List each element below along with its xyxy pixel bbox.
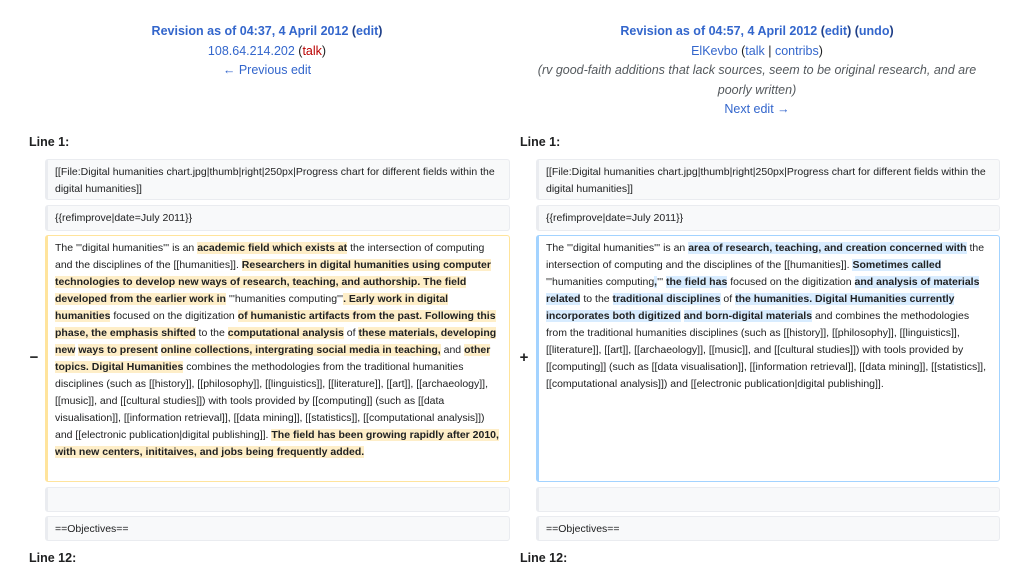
old-revision-user: 108.64.214.202 (talk)	[207, 43, 327, 58]
removed-segment-highlight: . Early work in digital humanities	[55, 293, 449, 322]
added-segment-text: '''	[657, 276, 667, 288]
undo-link[interactable]: undo	[858, 24, 890, 38]
removed-segment-highlight: other topics. Digital Humanities	[55, 344, 491, 373]
old-context-objectives: ==Objectives==	[45, 516, 510, 541]
new-edit-link[interactable]: edit	[824, 24, 848, 38]
old-revision-header	[37, 22, 497, 81]
removed-segment-highlight: ways to present	[78, 344, 158, 356]
next-edit-link[interactable]: Next edit →	[724, 102, 790, 116]
added-segment-highlight: and analysis of materials related	[546, 276, 980, 305]
added-paragraph	[536, 235, 1000, 482]
added-segment-text: to the	[580, 293, 613, 305]
old-context-refimprove: {{refimprove|date=July 2011}}	[45, 205, 510, 231]
added-segment-highlight: ,	[654, 276, 658, 288]
old-talk-link[interactable]: talk	[302, 43, 322, 58]
added-segment-text: the intersection of computing and the disciplines of the [[humanities]].	[546, 242, 985, 271]
removed-segment-text: the intersection of computing and the disciplines of the [[humanities]].	[55, 242, 485, 271]
removed-segment-highlight: Researchers in digital humanities using computer technologies to develop new ways of research, teaching, and authorship. The field developed from the earlier work in	[55, 259, 491, 305]
removed-segment-highlight: of humanistic artifacts from the past. Following this phase, the emphasis shifted	[55, 310, 496, 339]
added-marker: +	[519, 349, 529, 366]
added-segment-text: The '''digital humanities''' is an	[546, 242, 689, 254]
old-line-label-start: Line 1:	[29, 135, 70, 149]
old-revision-link[interactable]: Revision as of 04:37, 4 April 2012	[151, 24, 349, 38]
removed-segment-text: and	[440, 344, 465, 356]
old-edit-link[interactable]: edit	[356, 24, 379, 38]
removed-segment-highlight: these materials, developing	[358, 327, 497, 339]
new-revision-title: Revision as of 04:57, 4 April 2012 (edit) (undo)	[620, 24, 894, 38]
contribs-link[interactable]: contribs	[774, 43, 819, 58]
new-context-file-line: [[File:Digital humanities chart.jpg|thumb|right|250px|Progress chart for different fields within the digital humanities]]	[536, 159, 1000, 200]
old-context-empty-line	[45, 487, 510, 512]
old-context-file-line: [[File:Digital humanities chart.jpg|thumb|right|250px|Progress chart for different fields within the digital humanities]]	[45, 159, 510, 200]
removed-segment-highlight: The field has been growing rapidly after 2010, with new centers, inititaives, and jobs being frequently added.	[55, 429, 499, 458]
removed-segment-text: focused on the digitization	[110, 310, 238, 322]
added-segment-highlight: Sometimes called	[852, 259, 942, 271]
new-revision-link[interactable]: Revision as of 04:57, 4 April 2012	[620, 24, 818, 38]
removed-segment-text: The '''digital humanities''' is an	[55, 242, 198, 254]
added-segment-highlight: the field has	[666, 276, 728, 288]
removed-segment-highlight: new	[55, 344, 76, 356]
removed-paragraph-text	[55, 240, 501, 461]
added-segment-text: and combines the methodologies from the traditional humanities disciplines (such as [[history]], [[philosophy]], [[linguistics]], [[literature]], [[art]], [[archaeology]], [[music]], and [[cultural studies]]) with tools provided by [[computing]] (such as [[data visualisation]], [[information retrieval]], [[data mining]], [[statistics]], [[computational analysis]]) and [[electronic publication|digital publishing]].	[546, 310, 987, 390]
previous-edit-link[interactable]: ← Previous edit	[222, 63, 312, 77]
added-segment-highlight: the humanities. Digital Humanities currently incorporates both digitized	[546, 293, 955, 322]
old-revision-title: Revision as of 04:37, 4 April 2012 (edit)	[151, 24, 383, 38]
old-user-link[interactable]: 108.64.214.202	[207, 43, 295, 58]
removed-segment-text: combines the methodologies from the traditional humanities disciplines (such as [[history]], [[philosophy]], [[linguistics]], [[literature]], [[art]], [[archaeology]], [[music]], and [[cultural studies]]) with tools provided by [[computing]] (such as [[data visualisation]], [[information retrieval]], [[data mining]], [[statistics]], [[computational analysis]]) and [[electronic publication|digital publishing]].	[55, 361, 489, 441]
removed-paragraph	[45, 235, 510, 482]
new-revision-user: ElKevbo (talk | contribs)	[691, 43, 823, 58]
removed-segment-highlight: online collections, intergrating social media in teaching,	[160, 344, 441, 356]
new-line-label-end: Line 12:	[520, 551, 568, 565]
added-paragraph-text	[546, 240, 991, 393]
removed-segment-text: '''humanities computing'''	[225, 293, 344, 305]
old-line-label-end: Line 12:	[29, 551, 77, 565]
added-segment-highlight: and born-digital materials	[683, 310, 813, 322]
new-talk-link[interactable]: talk	[745, 43, 765, 58]
removed-segment-text: of	[343, 327, 359, 339]
added-segment-highlight: area of research, teaching, and creation concerned with	[688, 242, 967, 254]
new-user-link[interactable]: ElKevbo	[691, 43, 738, 58]
removed-segment-highlight: computational analysis	[227, 327, 344, 339]
removed-segment-text: to the	[195, 327, 228, 339]
added-segment-text: of	[720, 293, 736, 305]
added-segment-text: focused on the digitization	[727, 276, 855, 288]
new-context-empty-line	[536, 487, 1000, 512]
removed-marker: −	[29, 349, 39, 366]
added-segment-highlight: traditional disciplines	[612, 293, 721, 305]
new-context-refimprove: {{refimprove|date=July 2011}}	[536, 205, 1000, 231]
new-line-label-start: Line 1:	[520, 135, 561, 149]
added-segment-text: '''humanities computing	[546, 276, 655, 288]
edit-summary: (rv good-faith additions that lack sources, seem to be original research, and are poorly written)	[537, 63, 977, 97]
new-context-objectives: ==Objectives==	[536, 516, 1000, 541]
new-revision-header	[527, 22, 987, 120]
removed-segment-highlight: academic field which exists at	[197, 242, 348, 254]
